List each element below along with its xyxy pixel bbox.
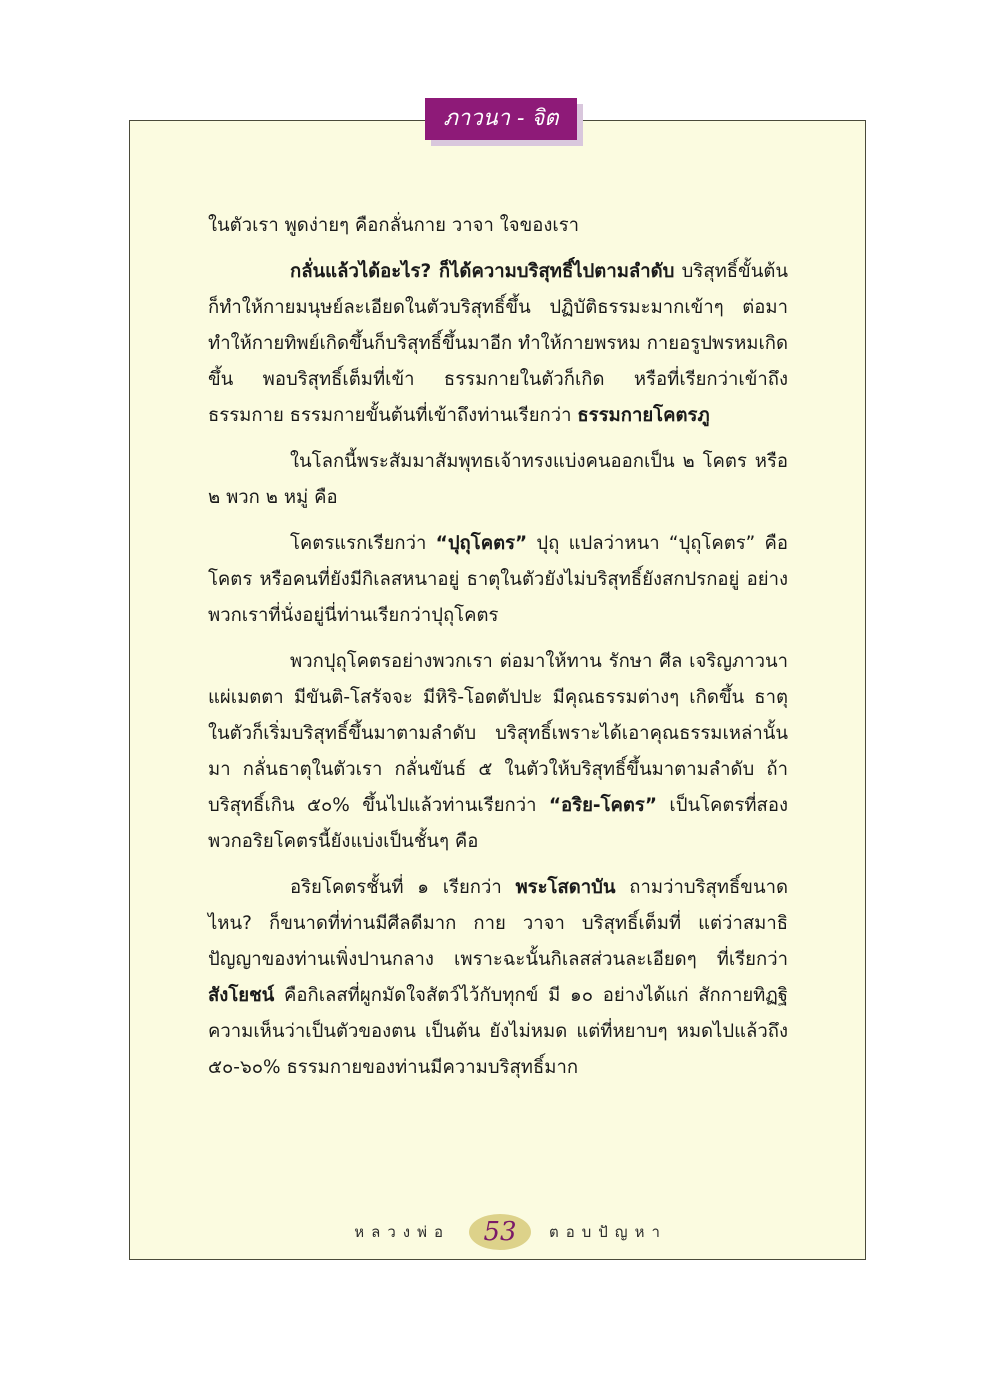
- paragraph-6-term-1: พระโสดาบัน: [515, 877, 616, 898]
- paragraph-5-term: “อริย-โคตร”: [548, 795, 658, 816]
- paragraph-3-text: ในโลกนี้พระสัมมาสัมพุทธเจ้าทรงแบ่งคนออกเป็น ๒ โคตร หรือ ๒ พวก ๒ หมู่ คือ: [208, 451, 788, 508]
- paragraph-2-heading: กลั่นแล้วได้อะไร? ก็ได้ความบริสุทธิ์ไปตามลำดับ: [290, 261, 675, 282]
- paragraph-2-text: บริสุทธิ์ขั้นต้นก็ทำให้กายมนุษย์ละเอียดในตัวบริสุทธิ์ขึ้น ปฏิบัติธรรมะมากเข้าๆ ต่อมาทำให้กายทิพย์เกิดขึ้นก็บริสุทธิ์ขึ้นมาอีก ทำให้กายพรหม กายอรูปพรหมเกิดขึ้น พอบริสุทธิ์เต็มที่เข้า ธรรมกายในตัวก็เกิด หรือที่เรียกว่าเข้าถึงธรรมกาย ธรรมกายขั้นต้นที่เข้าถึงท่านเรียกว่า: [208, 261, 789, 426]
- paragraph-5-text-b: เป็นโคตรที่สอง พวกอริยโคตรนี้ยังแบ่งเป็นชั้นๆ คือ: [208, 795, 788, 852]
- paragraph-6: [208, 870, 788, 1086]
- paragraph-5-text-a: พวกปุถุโคตรอย่างพวกเรา ต่อมาให้ทาน รักษา ศีล เจริญภาวนา แผ่เมตตา มีขันติ-โสรัจจะ มีหิริ-โอตตัปปะ มีคุณธรรมต่างๆ เกิดขึ้น ธาตุในตัวก็เริ่มบริสุทธิ์ขึ้นมาตามลำดับ บริสุทธิ์เพราะได้เอาคุณธรรมเหล่านั้นมา กลั่นธาตุในตัวเรา กลั่นขันธ์ ๕ ในตัวให้บริสุทธิ์ขึ้นมาตามลำดับ ถ้าบริสุทธิ์เกิน ๕๐% ขึ้นไปแล้วท่านเรียกว่า: [208, 651, 788, 816]
- paragraph-1-text: ในตัวเรา พูดง่ายๆ คือกลั่นกาย วาจา ใจของเรา: [208, 215, 580, 236]
- paragraph-6-text-c: คือกิเลสที่ผูกมัดใจสัตว์ไว้กับทุกข์ มี ๑๐ อย่างได้แก่ สักกายทิฏฐิ ความเห็นว่าเป็นตัวของตน เป็นต้น ยังไม่หมด แต่ที่หยาบๆ หมดไปแล้วถึง ๕๐-๖๐% ธรรมกายของท่านมีความบริสุทธิ์มาก: [208, 985, 788, 1078]
- page-number: 53: [469, 1214, 531, 1250]
- paragraph-6-text-b: ถามว่าบริสุทธิ์ขนาดไหน? ก็ขนาดที่ท่านมีศีลดีมาก กาย วาจา บริสุทธิ์เต็มที่ แต่ว่าสมาธิ ปัญญาของท่านเพิ่งปานกลาง เพราะฉะนั้นกิเลสส่วนละเอียดๆ ที่เรียกว่า: [208, 877, 788, 970]
- paragraph-5: [208, 644, 788, 860]
- paragraph-4-text-a: โคตรแรกเรียกว่า: [290, 533, 436, 554]
- paragraph-2: [208, 254, 788, 434]
- footer-left-text: หลวงพ่อ: [354, 1223, 450, 1241]
- chapter-tab: ภาวนา - จิต: [425, 98, 577, 140]
- paragraph-4-text-b: ปุถุ แปลว่าหนา “ปุถุโคตร” คือโคตร หรือคนที่ยังมีกิเลสหนาอยู่ ธาตุในตัวยังไม่บริสุทธิ์ยังสกปรกอยู่ อย่างพวกเราที่นั่งอยู่นี่ท่านเรียกว่าปุถุโคตร: [208, 533, 788, 626]
- paragraph-2-term: ธรรมกายโคตรภู: [577, 405, 710, 426]
- paragraph-6-text-a: อริยโคตรชั้นที่ ๑ เรียกว่า: [290, 877, 516, 898]
- text-body: [208, 208, 788, 1096]
- paragraph-4: [208, 526, 788, 634]
- footer-right-text: ตอบปัญหา: [549, 1223, 667, 1241]
- paragraph-3: [208, 444, 788, 516]
- page-footer: [129, 1212, 866, 1252]
- paragraph-4-term: “ปุถุโคตร”: [435, 533, 528, 554]
- paragraph-1: [208, 208, 788, 244]
- paragraph-6-term-2: สังโยชน์: [208, 985, 275, 1006]
